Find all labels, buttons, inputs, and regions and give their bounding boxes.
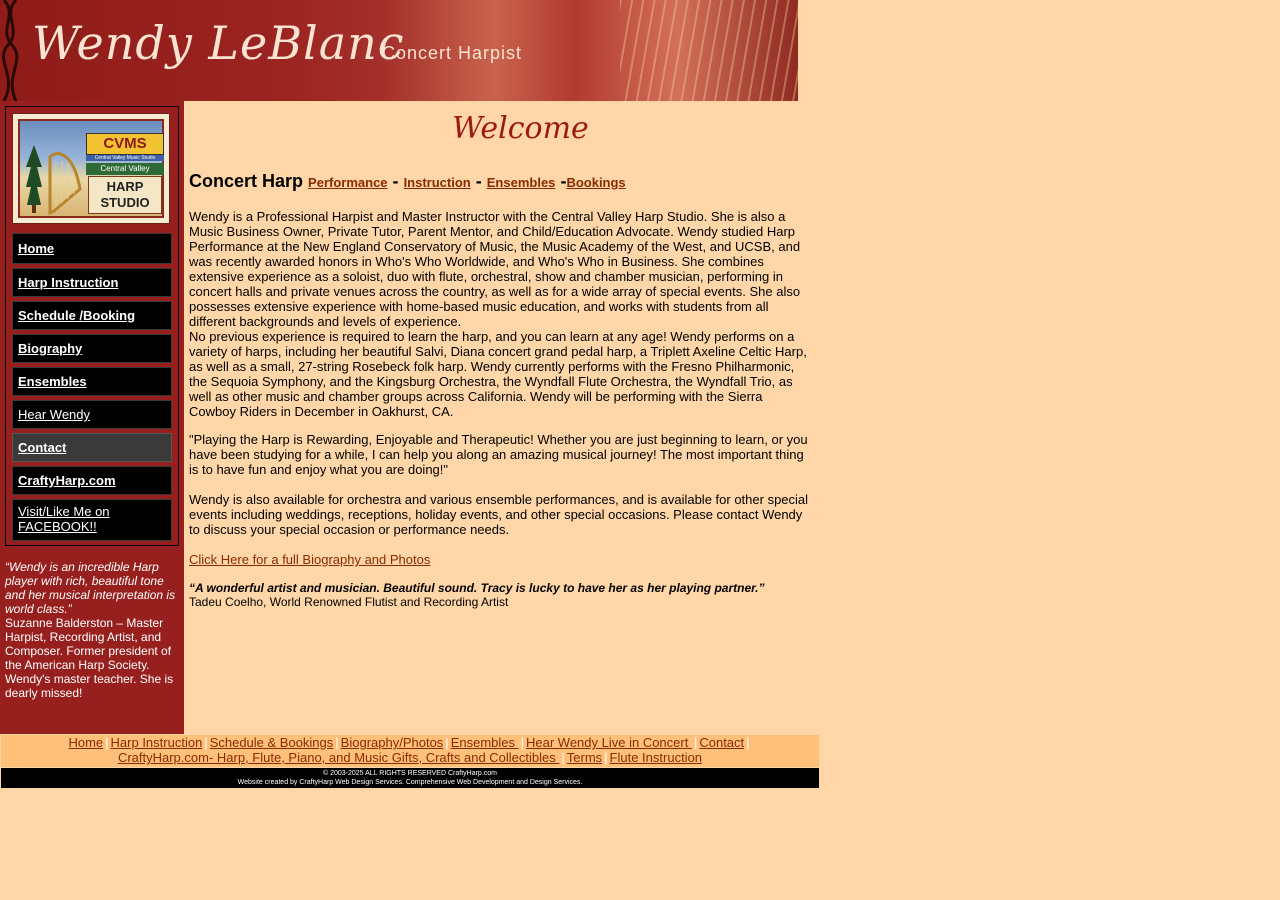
nav-link-ensembles[interactable]: Ensembles [18, 374, 87, 389]
footer-links-row1 [1, 735, 819, 750]
footer-links [1, 735, 819, 767]
headline-link-bookings[interactable]: Bookings [566, 175, 626, 190]
footer-link-schedule-bookings[interactable]: Schedule & Bookings [209, 735, 334, 750]
intro-text-2: No previous experience is required to learn the harp, and you can learn at any age! Wendy performs on a variety of harps, including her beautiful Salvi, Diana concert grand pedal harp, a Triplett Axeline Celtic Harp, as well as a small, 27-string Rosebeck folk harp. Wendy currently performs with the Fresno Philharmonic, the Sequoia Symphony, and the Kingsburg Orchestra, the Wyndfall Flute Orchestra, the Wyndfall Trio, as well as other music and chamber groups across California. Wendy will be performing with the Sierra Cowboy Riders in December in Oakhurst, CA. [189, 329, 807, 419]
nav-item-home[interactable] [12, 233, 172, 264]
nav-item-harp-instruction[interactable] [12, 268, 172, 297]
sidebar [0, 101, 184, 734]
nav-item-schedule-booking[interactable] [12, 301, 172, 330]
nav-link-schedule-booking[interactable]: Schedule /Booking [18, 308, 136, 323]
footer-link-biography-photos[interactable]: Biography/Photos [340, 735, 444, 750]
header-banner [0, 0, 798, 101]
logo-ribbon-bottom: Central Valley [86, 163, 164, 175]
intro-text-1: Wendy is a Professional Harpist and Master Instructor with the Central Valley Harp Studio. She is also a Music Business Owner, Private Tutor, Parent Mentor, and Child/Education Advocate. Wendy studied Harp Performance at the New England Conservatory of Music, the Music Academy of the West, and UCSB, and was recently awarded honors in Who's Who Worldwide, and Who's Who in Business. She combines extensive experience as a soloist, duo with flute, orchestral, show and chamber musician, performing in concert halls and private venues across the country, as well as for a wide array of special events. She also possesses extensive experience with home-based music education, and works with students from all different backgrounds and levels of experience. [189, 209, 801, 329]
copyright-text: © 2003-2025 ALL RIGHTS RESERVED CraftyHarp.com [322, 770, 497, 777]
welcome-heading: Welcome [452, 111, 589, 146]
page-headline [189, 171, 626, 192]
footer-links-row2 [1, 750, 819, 765]
footer-separator: | [105, 735, 109, 750]
nav-item-biography[interactable] [12, 334, 172, 363]
logo-cvms: CVMS [86, 133, 164, 155]
headline-dash: - [475, 171, 482, 191]
headline-link-instruction[interactable]: Instruction [403, 175, 471, 190]
nav-link-facebook[interactable]: Visit/Like Me on FACEBOOK!! [18, 504, 110, 534]
logo-harp-line1: HARP [106, 179, 144, 194]
studio-logo[interactable] [12, 113, 170, 224]
footer-link-flute-instruction[interactable]: Flute Instruction [609, 750, 703, 765]
site-subtitle: Concert Harpist [382, 43, 523, 63]
footer-link-terms[interactable]: Terms [566, 750, 603, 765]
nav-item-hear-wendy[interactable] [12, 400, 172, 429]
sidebar-nav-box [5, 106, 179, 546]
nav-item-ensembles[interactable] [12, 367, 172, 396]
nav-item-craftyharp[interactable] [12, 466, 172, 495]
headline-dash: - [392, 171, 399, 191]
footer-separator: | [204, 735, 208, 750]
nav-link-home[interactable]: Home [18, 241, 55, 256]
bio-link-paragraph [189, 552, 813, 567]
footer-link-contact[interactable]: Contact [699, 735, 745, 750]
footer-link-harp-instruction[interactable]: Harp Instruction [110, 735, 203, 750]
footer-link-home[interactable]: Home [68, 735, 104, 750]
headline-dash: - [560, 171, 567, 191]
nav-link-hear-wendy[interactable]: Hear Wendy [18, 407, 91, 422]
footer-separator: | [445, 735, 449, 750]
footer-separator: | [520, 735, 524, 750]
nav-link-contact[interactable]: Contact [18, 440, 67, 455]
headline-link-performance[interactable]: Performance [308, 175, 388, 190]
copyright-bar [1, 768, 819, 788]
sidebar-quote-author: Suzanne Balderston – Master Harpist, Recording Artist, and Composer. Former president of the American Harp Society. Wendy's master teacher. She is dearly missed! [5, 616, 174, 700]
headline-link-ensembles[interactable]: Ensembles [486, 175, 556, 190]
celtic-knot-icon [0, 0, 22, 101]
harp-strings-graphic [620, 0, 798, 101]
review-quote: “A wonderful artist and musician. Beautiful sound. Tracy is lucky to have her as her playing partner.” [189, 581, 765, 595]
credit-text: Website created by CraftyHarp Web Design Services. Comprehensive Web Development and Design Services. [237, 779, 583, 786]
intro-paragraph [189, 209, 813, 419]
site-title: Wendy LeBlanc [32, 16, 405, 70]
nav-item-contact[interactable] [12, 433, 172, 462]
pine-tree-icon [26, 145, 42, 213]
nav-link-biography[interactable]: Biography [18, 341, 83, 356]
footer-separator: | [746, 735, 750, 750]
footer-link-ensembles[interactable]: Ensembles [450, 735, 519, 750]
logo-ribbon-top: Central Valley Music Studio [86, 155, 164, 161]
review-author: Tadeu Coelho, World Renowned Flutist and Recording Artist [189, 595, 509, 609]
footer-link-craftyharp[interactable]: CraftyHarp.com- Harp, Flute, Piano, and Music Gifts, Crafts and Collectibles [117, 750, 560, 765]
headline-text: Concert Harp [189, 171, 304, 191]
logo-harp-line2: STUDIO [100, 195, 150, 210]
footer-separator: | [335, 735, 339, 750]
sidebar-testimonial [5, 560, 179, 700]
harp-icon [44, 149, 84, 215]
footer-separator: | [561, 750, 565, 765]
review [189, 581, 813, 609]
sidebar-quote-text: “Wendy is an incredible Harp player with rich, beautiful tone and her musical interpretation is world class.” [5, 560, 176, 616]
nav-item-facebook[interactable] [12, 499, 172, 541]
nav-link-craftyharp[interactable]: CraftyHarp.com [18, 473, 116, 488]
footer-separator: | [693, 735, 698, 750]
logo-frame [18, 119, 164, 218]
footer-separator: | [604, 750, 608, 765]
footer-link-hear-wendy-live[interactable]: Hear Wendy Live in Concert [526, 735, 692, 750]
nav-link-harp-instruction[interactable]: Harp Instruction [18, 275, 119, 290]
logo-harp-studio [88, 176, 162, 214]
full-biography-link[interactable]: Click Here for a full Biography and Photos [189, 552, 431, 567]
quote-paragraph: "Playing the Harp is Rewarding, Enjoyable and Therapeutic! Whether you are just beginning to learn, or you have been studying for a while, I can help you along an amazing musical journey! The most important thing is to have fun and enjoy what you are doing!" [189, 432, 808, 477]
availability-paragraph: Wendy is also available for orchestra and various ensemble performances, and is available for other special events including weddings, receptions, holiday events, and other special occasions. Please contact Wendy to discuss your special occasion or performance needs. [189, 492, 809, 537]
